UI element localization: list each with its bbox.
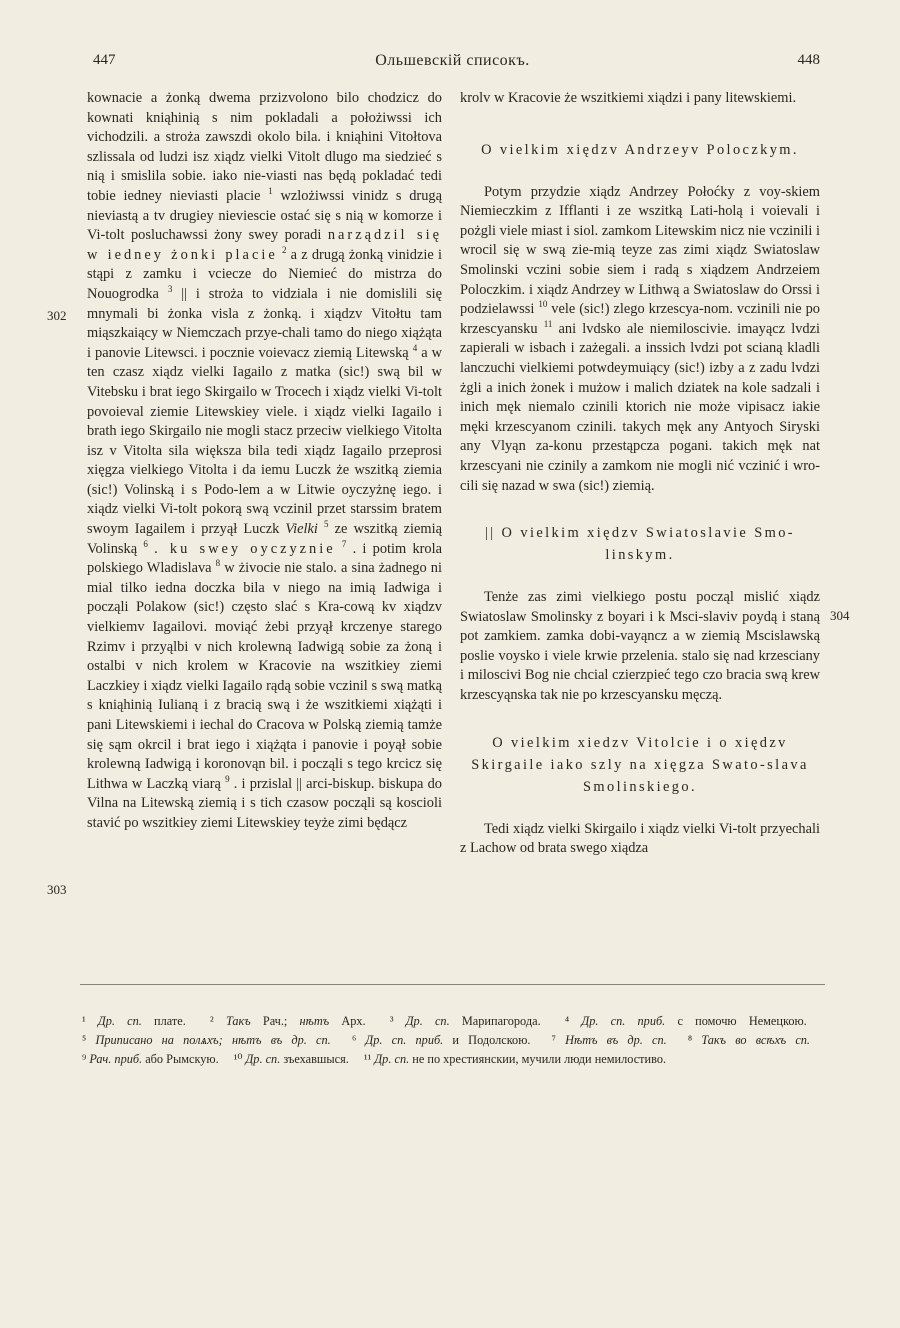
footnote-ref: 1 — [268, 186, 273, 197]
spaced-text: . ku swey oyczyznie — [154, 540, 336, 557]
text-segment: a z drugą żonką vinidzie i stąpi z zamku i vciecze do Niemieć do mistrza do Nouogrodka — [87, 246, 442, 302]
footnote-text: Др. сп. — [245, 1052, 281, 1066]
text-segment: wzlożiwssi vinidz s drugą nieviastą a tv drugiey nieviescie ostać się s nią w komorze i Vi-tolt posluchawssi żony swey poradi — [87, 187, 442, 244]
text-segment: . i przislal || arci-biskup. biskupa do Vilna na Litewską ziemią i s tich czasow począli są koscioli stavić po wszitkiey ziemi Litewskiey teyże zimi będącz — [87, 775, 442, 831]
footnote-text: Др. сп. — [374, 1052, 410, 1066]
footnote-mark: ⁶ — [351, 1033, 357, 1047]
left-paragraph — [87, 89, 442, 834]
running-header — [85, 52, 820, 76]
spaced-text: narządzil się w iedney żonki placie — [87, 227, 442, 263]
footnote-mark: ⁴ — [564, 1014, 570, 1028]
text-segment: a w ten czasz xiądz vielki Iagailo z matka (sic!) swą bil w Vitebsku i brat iego Skirgailo w Trocech i xiądz vielki Vi-tolt povoieval ziemie Litewskiey viele. i xiądz vielki Iagailo i brath iego Skirgailo nie mogli stacz przeciw vielkiego Vitolta isz v Vitolta sila większa bila tedi xiądz Iagailo przeprosi xięgza vielkiego Vitolta i da iemu Luczk że wszitką ziemia (sic!) Volinską i s Podo-lem a w Litwie oyczyżnę iego. i xiądz vielki Vi-tolt pokorą swą vczinil przet starssim bratem swoym Iagailem i przyął Luczk — [87, 344, 442, 538]
footnote-text: и Подолскою. — [443, 1033, 531, 1047]
footnote-mark: ¹⁰ — [233, 1052, 243, 1066]
footnote-ref: 11 — [543, 318, 553, 329]
text-segment: || i stroża to vidziala i nie domislili się mnymali bi żonka visla z żonką. i xiądzv Vitołtu tam miąszkaiący w Niemczach przye-chali tamo do niego xiążąta i panovie Litewsci. i pocznie voievacz ziemią Litewską — [87, 285, 442, 361]
section-paragraph: Tenże zas zimi vielkiego postu począl mislić xiądz Swiatoslaw Smolinsky z boyari i k Msci-slaviv poydą i staną pot zamkiem. zamka dobi-vayąncz a w ziemią Mscislawską poslie voysko i viele krwie przelenia. stalo się nad krzesciany i miloscivi Bog nie chcial czierzpieć tego czo bracia swą krew krzescyąnska tak nie po krzescyansku męczą. — [460, 589, 820, 704]
footnote-5 — [82, 1033, 331, 1047]
margin-number-303: 303 — [47, 882, 67, 897]
footnote-text: Др. сп. — [97, 1014, 142, 1028]
footnote-text: Такъ во всѣхъ сп. — [701, 1033, 810, 1047]
footnote-text: Арх. — [329, 1014, 366, 1028]
text-segment: . i potim krola polskiego Wladislava — [87, 540, 443, 577]
footnote-text: зъехавшыся. — [280, 1052, 349, 1066]
footnote-text: плате. — [141, 1014, 186, 1028]
footnote-mark: ¹ — [82, 1014, 86, 1028]
page-number-right: 448 — [797, 52, 820, 68]
footnote-ref: 9 — [225, 773, 230, 784]
footnote-mark: ⁵ — [82, 1033, 87, 1047]
running-title: Ольшевскій списокъ. — [375, 52, 530, 69]
section-paragraph — [460, 183, 820, 497]
footnote-ref: 7 — [341, 538, 347, 549]
footnote-ref: 5 — [324, 519, 329, 530]
footnote-mark: ¹¹ — [363, 1052, 372, 1066]
footnote-9 — [82, 1052, 219, 1066]
footnote-1 — [82, 1014, 186, 1028]
text-segment: kownacie a żonką dwema przizvolono bilo chodzicz do kownati kniąhinią s nim pokladali a położiwssi ich vichodzili. a stroża zawszdi okolo bila. i kniąhini Vitołtova szlissala od ludzi isz xiądz vielki Vitolt dlugo ma siedzieć s nią i smislila sobie. iako nie-viasti nas będą pokladać tedi tobie iedney nieviasti placie — [87, 90, 442, 204]
right-column — [460, 89, 820, 859]
section-heading: O vielkim xiedzv Vitolcie i o xiędzv Skirgaile iako szly na xięgza Swato-slava Smolinskiego. — [471, 734, 809, 795]
margin-number-304: 304 — [830, 608, 850, 623]
footnote-text: нѣтъ — [299, 1014, 330, 1028]
footnote-text: або Рымскую. — [142, 1052, 219, 1066]
footnote-text: с помочю Немецкою. — [665, 1014, 807, 1028]
right-paragraph-continued: krolv w Kracovie że wszitkiemi xiądzi i pany litewskiemi. — [460, 90, 797, 106]
footnote-text: Др. сп. — [405, 1014, 450, 1028]
footnote-8 — [688, 1033, 810, 1047]
section-heading: O vielkim xiędzv Andrzeyv Poloczkym. — [481, 141, 799, 158]
margin-number-302: 302 — [47, 308, 67, 323]
text-segment: vele (sic!) zlego krzescya-nom. vczinili nie po krzescyansku — [460, 301, 820, 337]
footnote-mark: ² — [210, 1014, 214, 1028]
section-heading: || O vielkim xiędzv Swiatoslavie Smo-linskym. — [485, 525, 795, 564]
footnote-3 — [390, 1014, 541, 1028]
left-column — [87, 89, 442, 834]
text-segment: ze wszitką ziemią Volinską — [87, 521, 442, 557]
footnote-mark: ⁹ — [82, 1052, 87, 1066]
footnote-ref: 3 — [167, 284, 173, 295]
footnote-text: Рач. приб. — [89, 1052, 143, 1066]
text-segment: ani lvdsko ale niemiloscivie. imayącz lvdzi zapierali w isbach i zażegali. a inssich lvdzi pot scianą kladli lanczuchi vielkiemi potwdeymuiący (sic!) izby a z zadu lvdzi żgli a inich żonek i mużow i malich dziatek na kole sadzali i inich męk niemalo czinili ktorich nie może vipisacz iakie męki krzescyanom czinili. takych męk any Antyoch Siryski any Vlyąn za-konu przestąpcza pogani. takich męk nat krzescyani nie czinily a zamkom nie mogli nić vczinić i wro-cili się nazad w swa (sic!) ziemią. — [460, 320, 820, 494]
footnote-6 — [352, 1033, 531, 1047]
footnote-11 — [364, 1052, 666, 1066]
footnote-ref: 2 — [281, 244, 287, 255]
footnote-4 — [565, 1014, 807, 1028]
footnote-ref: 10 — [538, 299, 548, 310]
footnote-mark: ⁷ — [551, 1033, 556, 1047]
footnotes — [82, 1012, 822, 1069]
footnote-7 — [552, 1033, 667, 1047]
text-segment: Potym przydzie xiądz Andrzey Połoćky z voy-skiem Niemieczkim z Ifflanti i ze wszitką Lati-holą i voievali i pożgli viele miast i siol. zamkom Litewskim nicz nie vczinili i wrocil się w swą zie-mią teyze zas zimi xiądz Swiatoslaw Smolinski vczini sobie siem i radą s xiądzem Andrzeiem Poloczkim. i xiądz Andrzey w Lithwą a Swiatoslaw do Orssi i podzielawssi — [460, 183, 820, 318]
footnote-mark: ³ — [389, 1014, 394, 1028]
footnote-text: Рач.; — [250, 1014, 300, 1028]
footnote-text: Др. сп. приб. — [581, 1014, 666, 1028]
footnote-text: Нѣтъ въ др. сп. — [565, 1033, 667, 1047]
footnote-ref: 4 — [412, 342, 418, 353]
section-paragraph: Tedi xiądz vielki Skirgailo i xiądz vielki Vi-tolt przyechali z Lachow od brata swego xiądza — [460, 820, 820, 857]
page-number-left: 447 — [93, 52, 116, 68]
italic-text: Vielki — [285, 521, 318, 538]
footnote-text: Приписано на полѧхъ; нѣтъ въ др. сп. — [95, 1033, 331, 1047]
footnote-ref: 8 — [215, 558, 221, 569]
footnote-divider — [80, 984, 825, 985]
text-segment: w żivocie nie stalo. a sina żadnego ni mial tilko iedna doczka bila v niego na imią Iadwiga i począli Polakow (sic!) często slać s Kra-cową kv xiądzv vielkiemv Iagailovi. moviąć żebi przyął krczenye starego Rzimv i przyąlbi v nich krolewną Iadwigą sobie za żoną i ostalbi v nich krolem w Kracovie na wszitkiey ziemi Laczkiey i xiądz vielki Iagailo rądą sobie vczinil s swą matką s kniąhinią Iulianą i z bracią swą i że wszitkiemi xiążąti i pani Litewskiemi i iechal do Cracova w Polską ziemią tamże się sąm okrcil i brat iego i xiążąta i panovie i poyął sobie krolewną Iadwigą i koronovąn bil. i począli s tego krcicz się Lithwa w Laczką viarą — [87, 560, 442, 792]
footnote-text: Такъ — [225, 1014, 251, 1028]
footnote-10 — [234, 1052, 349, 1066]
footnote-mark: ⁸ — [687, 1033, 693, 1047]
footnote-2 — [210, 1014, 366, 1028]
footnote-text: Др. сп. приб. — [365, 1033, 444, 1047]
footnote-text: Марипагорода. — [449, 1014, 541, 1028]
footnote-ref: 6 — [143, 538, 148, 549]
footnote-text: не по хрестиянскии, мучили люди немилостиво. — [409, 1052, 667, 1066]
